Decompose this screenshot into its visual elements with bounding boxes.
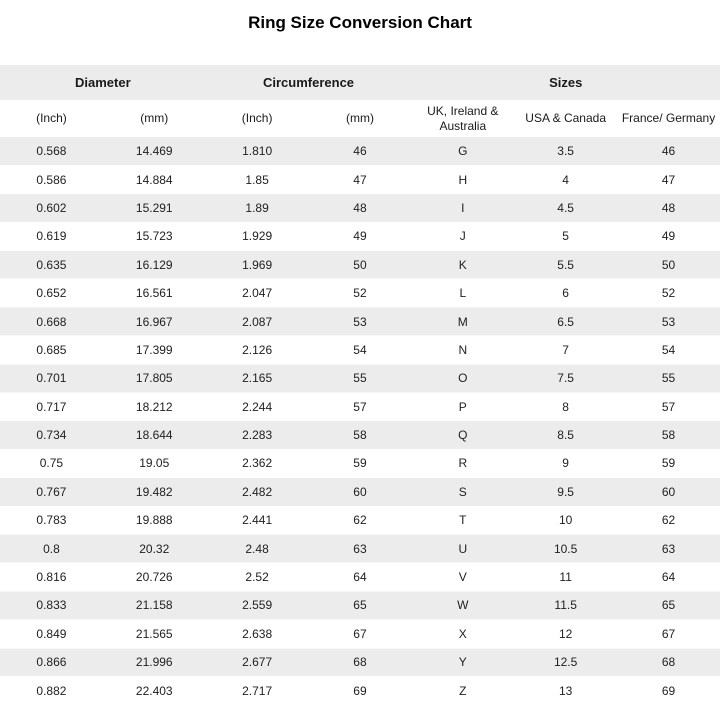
table-row bbox=[0, 165, 720, 193]
table-cell: O bbox=[411, 364, 514, 392]
table-cell: 67 bbox=[309, 620, 412, 648]
group-header-row bbox=[0, 65, 720, 100]
table-cell: 63 bbox=[309, 534, 412, 562]
table-cell: 68 bbox=[617, 648, 720, 676]
table-cell: 53 bbox=[309, 307, 412, 335]
table-cell: 17.399 bbox=[103, 336, 206, 364]
table-cell: 54 bbox=[617, 336, 720, 364]
table-cell: K bbox=[411, 251, 514, 279]
table-cell: 3.5 bbox=[514, 137, 617, 165]
table-cell: 59 bbox=[617, 449, 720, 477]
table-cell: 1.810 bbox=[206, 137, 309, 165]
table-row bbox=[0, 279, 720, 307]
table-cell: 1.929 bbox=[206, 222, 309, 250]
table-cell: 1.89 bbox=[206, 194, 309, 222]
table-cell: 2.441 bbox=[206, 506, 309, 534]
table-cell: 0.652 bbox=[0, 279, 103, 307]
table-cell: N bbox=[411, 336, 514, 364]
table-cell: 21.996 bbox=[103, 648, 206, 676]
table-cell: 7 bbox=[514, 336, 617, 364]
table-cell: 20.726 bbox=[103, 563, 206, 591]
table-cell: 15.723 bbox=[103, 222, 206, 250]
table-cell: R bbox=[411, 449, 514, 477]
table-cell: 16.967 bbox=[103, 307, 206, 335]
table-cell: 14.469 bbox=[103, 137, 206, 165]
table-row bbox=[0, 591, 720, 619]
table-cell: 0.635 bbox=[0, 251, 103, 279]
table-cell: 16.129 bbox=[103, 251, 206, 279]
table-cell: 59 bbox=[309, 449, 412, 477]
table-cell: 64 bbox=[617, 563, 720, 591]
table-cell: 47 bbox=[617, 165, 720, 193]
table-cell: I bbox=[411, 194, 514, 222]
table-cell: P bbox=[411, 393, 514, 421]
table-cell: 7.5 bbox=[514, 364, 617, 392]
table-cell: 13 bbox=[514, 676, 617, 704]
table-cell: 67 bbox=[617, 620, 720, 648]
table-cell: 0.602 bbox=[0, 194, 103, 222]
table-cell: 0.866 bbox=[0, 648, 103, 676]
table-row bbox=[0, 251, 720, 279]
table-cell: 9 bbox=[514, 449, 617, 477]
table-cell: 15.291 bbox=[103, 194, 206, 222]
table-row bbox=[0, 336, 720, 364]
table-cell: 2.638 bbox=[206, 620, 309, 648]
table-cell: 8.5 bbox=[514, 421, 617, 449]
table-cell: 48 bbox=[617, 194, 720, 222]
table-cell: G bbox=[411, 137, 514, 165]
table-cell: 69 bbox=[309, 676, 412, 704]
table-cell: 60 bbox=[309, 478, 412, 506]
table-cell: 68 bbox=[309, 648, 412, 676]
table-cell: 46 bbox=[617, 137, 720, 165]
table-cell: 0.849 bbox=[0, 620, 103, 648]
table-cell: 49 bbox=[309, 222, 412, 250]
table-cell: 21.158 bbox=[103, 591, 206, 619]
table-cell: 2.244 bbox=[206, 393, 309, 421]
table-cell: 6.5 bbox=[514, 307, 617, 335]
col-header-circumference-mm: (mm) bbox=[309, 100, 412, 137]
group-header-diameter: Diameter bbox=[0, 65, 206, 100]
table-cell: 22.403 bbox=[103, 676, 206, 704]
table-cell: 0.783 bbox=[0, 506, 103, 534]
table-cell: 0.816 bbox=[0, 563, 103, 591]
table-cell: 54 bbox=[309, 336, 412, 364]
table-row bbox=[0, 222, 720, 250]
col-header-circumference-inch: (Inch) bbox=[206, 100, 309, 137]
table-cell: 2.126 bbox=[206, 336, 309, 364]
table-cell: 0.717 bbox=[0, 393, 103, 421]
table-cell: 0.767 bbox=[0, 478, 103, 506]
table-cell: 46 bbox=[309, 137, 412, 165]
table-cell: 11 bbox=[514, 563, 617, 591]
table-cell: 12 bbox=[514, 620, 617, 648]
table-cell: 0.734 bbox=[0, 421, 103, 449]
table-cell: 57 bbox=[309, 393, 412, 421]
table-cell: 0.668 bbox=[0, 307, 103, 335]
table-cell: 2.165 bbox=[206, 364, 309, 392]
table-cell: W bbox=[411, 591, 514, 619]
table-row bbox=[0, 194, 720, 222]
table-cell: 0.568 bbox=[0, 137, 103, 165]
ring-size-conversion-table bbox=[0, 65, 720, 705]
table-cell: 2.087 bbox=[206, 307, 309, 335]
column-header-row bbox=[0, 100, 720, 137]
col-header-france-germany: France/ Germany bbox=[617, 100, 720, 137]
table-cell: 0.75 bbox=[0, 449, 103, 477]
col-header-diameter-mm: (mm) bbox=[103, 100, 206, 137]
col-header-uk-ireland-australia: UK, Ireland & Australia bbox=[411, 100, 514, 137]
table-cell: 0.833 bbox=[0, 591, 103, 619]
col-header-diameter-inch: (Inch) bbox=[0, 100, 103, 137]
table-cell: 2.559 bbox=[206, 591, 309, 619]
table-row bbox=[0, 137, 720, 165]
table-cell: 50 bbox=[309, 251, 412, 279]
table-cell: 64 bbox=[309, 563, 412, 591]
table-cell: 11.5 bbox=[514, 591, 617, 619]
table-cell: 20.32 bbox=[103, 534, 206, 562]
table-cell: 10.5 bbox=[514, 534, 617, 562]
table-row bbox=[0, 506, 720, 534]
table-cell: 19.888 bbox=[103, 506, 206, 534]
table-cell: 16.561 bbox=[103, 279, 206, 307]
table-cell: 47 bbox=[309, 165, 412, 193]
table-row bbox=[0, 421, 720, 449]
table-cell: Y bbox=[411, 648, 514, 676]
table-row bbox=[0, 393, 720, 421]
table-cell: 1.969 bbox=[206, 251, 309, 279]
table-cell: M bbox=[411, 307, 514, 335]
table-cell: 53 bbox=[617, 307, 720, 335]
table-row bbox=[0, 307, 720, 335]
table-cell: 55 bbox=[309, 364, 412, 392]
table-cell: H bbox=[411, 165, 514, 193]
table-cell: 52 bbox=[617, 279, 720, 307]
table-cell: 0.701 bbox=[0, 364, 103, 392]
table-cell: 58 bbox=[309, 421, 412, 449]
table-cell: 0.882 bbox=[0, 676, 103, 704]
table-cell: 55 bbox=[617, 364, 720, 392]
table-cell: 1.85 bbox=[206, 165, 309, 193]
table-cell: 17.805 bbox=[103, 364, 206, 392]
table-cell: 48 bbox=[309, 194, 412, 222]
table-cell: 63 bbox=[617, 534, 720, 562]
table-cell: 2.717 bbox=[206, 676, 309, 704]
table-cell: 4 bbox=[514, 165, 617, 193]
table-cell: 50 bbox=[617, 251, 720, 279]
table-row bbox=[0, 364, 720, 392]
table-cell: U bbox=[411, 534, 514, 562]
table-cell: 2.677 bbox=[206, 648, 309, 676]
table-cell: 0.619 bbox=[0, 222, 103, 250]
table-cell: 2.362 bbox=[206, 449, 309, 477]
table-cell: T bbox=[411, 506, 514, 534]
page-title: Ring Size Conversion Chart bbox=[248, 13, 472, 32]
table-cell: 8 bbox=[514, 393, 617, 421]
table-cell: 2.482 bbox=[206, 478, 309, 506]
table-body bbox=[0, 137, 720, 705]
table-row bbox=[0, 648, 720, 676]
table-cell: 0.8 bbox=[0, 534, 103, 562]
table-row bbox=[0, 478, 720, 506]
table-cell: 12.5 bbox=[514, 648, 617, 676]
table-cell: 62 bbox=[617, 506, 720, 534]
group-header-circumference: Circumference bbox=[206, 65, 412, 100]
table-cell: 9.5 bbox=[514, 478, 617, 506]
table-cell: 4.5 bbox=[514, 194, 617, 222]
table-cell: 57 bbox=[617, 393, 720, 421]
table-cell: 69 bbox=[617, 676, 720, 704]
table-cell: 19.05 bbox=[103, 449, 206, 477]
table-cell: 2.52 bbox=[206, 563, 309, 591]
table-cell: 2.283 bbox=[206, 421, 309, 449]
table-cell: S bbox=[411, 478, 514, 506]
table-cell: Z bbox=[411, 676, 514, 704]
table-cell: 49 bbox=[617, 222, 720, 250]
table-cell: 14.884 bbox=[103, 165, 206, 193]
col-header-usa-canada: USA & Canada bbox=[514, 100, 617, 137]
table-cell: 5 bbox=[514, 222, 617, 250]
table-cell: 0.586 bbox=[0, 165, 103, 193]
table-cell: 10 bbox=[514, 506, 617, 534]
table-cell: 18.212 bbox=[103, 393, 206, 421]
table-cell: 52 bbox=[309, 279, 412, 307]
table-row bbox=[0, 449, 720, 477]
table-cell: V bbox=[411, 563, 514, 591]
table-cell: 2.48 bbox=[206, 534, 309, 562]
table-row bbox=[0, 620, 720, 648]
table-cell: J bbox=[411, 222, 514, 250]
table-cell: 18.644 bbox=[103, 421, 206, 449]
table-cell: L bbox=[411, 279, 514, 307]
table-cell: 21.565 bbox=[103, 620, 206, 648]
table-cell: 65 bbox=[617, 591, 720, 619]
table-cell: 62 bbox=[309, 506, 412, 534]
table-cell: 6 bbox=[514, 279, 617, 307]
table-cell: 60 bbox=[617, 478, 720, 506]
table-row bbox=[0, 534, 720, 562]
table-cell: 0.685 bbox=[0, 336, 103, 364]
table-cell: 65 bbox=[309, 591, 412, 619]
table-cell: Q bbox=[411, 421, 514, 449]
table-cell: 5.5 bbox=[514, 251, 617, 279]
table-cell: 2.047 bbox=[206, 279, 309, 307]
table-cell: X bbox=[411, 620, 514, 648]
table-cell: 19.482 bbox=[103, 478, 206, 506]
table-row bbox=[0, 676, 720, 704]
group-header-sizes: Sizes bbox=[411, 65, 720, 100]
table-row bbox=[0, 563, 720, 591]
table-cell: 58 bbox=[617, 421, 720, 449]
